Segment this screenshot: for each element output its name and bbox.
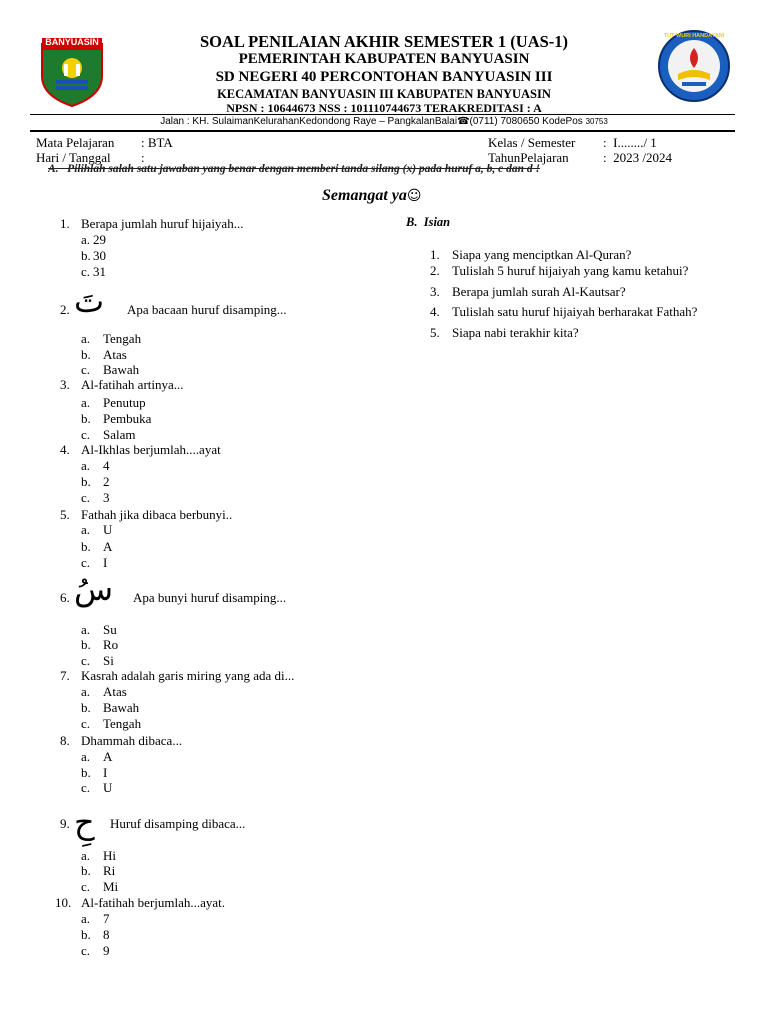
question-number: 3. <box>60 377 70 392</box>
question-text: Al-fatihah berjumlah...ayat. <box>81 895 226 910</box>
option-text: Atas <box>103 347 127 362</box>
essay-number: 4. <box>430 304 440 319</box>
option-text: Tengah <box>103 716 142 731</box>
question-text: Berapa jumlah huruf hijaiyah... <box>81 216 244 231</box>
question-number: 6. <box>60 590 70 605</box>
question-text: Al-fatihah artinya... <box>81 377 184 392</box>
option-text: Penutup <box>103 395 146 410</box>
option-letter: b. <box>81 765 91 780</box>
option-text: 2 <box>103 474 110 489</box>
option-text: A <box>103 539 113 554</box>
question-text: Huruf disamping dibaca... <box>110 816 246 831</box>
question-number: 10. <box>55 895 72 910</box>
essay-question: Siapa yang menciptkan Al-Quran? <box>452 247 632 262</box>
option-text: Bawah <box>103 362 140 377</box>
address-text: Jalan : KH. SulaimanKelurahanKedondong Raye – PangkalanBalai <box>160 116 458 127</box>
option-text: Si <box>103 653 114 668</box>
option-text: I <box>103 555 108 570</box>
question-number: 9. <box>60 816 70 831</box>
motto <box>322 187 422 205</box>
question-text: Apa bunyi huruf disamping... <box>133 590 287 605</box>
option-letter: b. <box>81 347 91 362</box>
subject-label: Mata Pelajaran <box>36 135 115 150</box>
option-text: A <box>103 749 113 764</box>
question-text: Apa bacaan huruf disamping... <box>127 302 287 317</box>
question-text: Fathah jika dibaca berbunyi.. <box>81 507 233 522</box>
header-district: KECAMATAN BANYUASIN III KABUPATEN BANYUASIN <box>217 87 551 101</box>
header-school: SD NEGERI 40 PERCONTOHAN BANYUASIN III <box>215 69 553 85</box>
option-text: Ri <box>103 863 116 878</box>
option-text: 8 <box>103 927 110 942</box>
essay-number: 2. <box>430 263 440 278</box>
header-address-line <box>0 116 768 127</box>
option-text: Su <box>103 622 117 637</box>
option-text: Salam <box>103 427 136 442</box>
option-text: 31 <box>93 264 106 279</box>
option-text: Pembuka <box>103 411 152 426</box>
option-letter: a. <box>81 458 91 473</box>
question-number: 2. <box>60 302 70 317</box>
question-number: 5. <box>60 507 70 522</box>
option-letter: a. <box>81 232 91 247</box>
section-b-title: B. Isian <box>406 215 451 229</box>
question-number: 7. <box>60 668 70 683</box>
option-letter: a. <box>81 622 91 637</box>
option-text: Bawah <box>103 700 140 715</box>
option-text: Hi <box>103 848 116 863</box>
option-letter: b. <box>81 863 91 878</box>
header-title: SOAL PENILAIAN AKHIR SEMESTER 1 (UAS-1) <box>199 32 569 51</box>
option-letter: c. <box>81 427 91 442</box>
option-text: U <box>103 522 113 537</box>
logo-left-text: BANYUASIN <box>45 37 99 47</box>
essay-number: 1. <box>430 247 440 262</box>
option-letter: a. <box>81 522 91 537</box>
essay-question: Tulislah 5 huruf hijaiyah yang kamu ketahui? <box>452 263 689 278</box>
option-letter: c. <box>81 490 91 505</box>
option-letter: b. <box>81 474 91 489</box>
option-letter: a. <box>81 749 91 764</box>
date-label: Hari / Tanggal <box>36 150 111 165</box>
telephone-icon: ☎ <box>457 116 470 127</box>
question-number: 4. <box>60 442 70 457</box>
motto-text: Semangat ya <box>322 187 407 204</box>
option-letter: a. <box>81 911 91 926</box>
option-letter: c. <box>81 780 91 795</box>
option-letter: c. <box>81 653 91 668</box>
option-text: I <box>103 765 108 780</box>
instruction-text: A. Pilihlah salah satu jawaban yang benar dengan memberi tanda silang (x) pada huruf a, b, c dan d ! <box>48 163 541 175</box>
option-text: 7 <box>103 911 110 926</box>
smiley-icon: ☺ <box>406 188 422 204</box>
question-text: Kasrah adalah garis miring yang ada di... <box>81 668 295 683</box>
date-value: : <box>141 150 145 165</box>
option-text: U <box>103 780 113 795</box>
option-letter: c. <box>81 716 91 731</box>
option-letter: b. <box>81 248 91 263</box>
postcode-text: 30753 <box>585 117 608 126</box>
option-text: Atas <box>103 684 127 699</box>
logo-right-text: TUT WURI HANDAYANI <box>663 33 725 39</box>
option-text: Tengah <box>103 331 142 346</box>
header-divider-bottom <box>30 130 735 132</box>
option-letter: b. <box>81 700 91 715</box>
subject-value: : BTA <box>141 135 173 150</box>
arabic-letter: حِ <box>74 803 95 841</box>
year-value: : 2023 /2024 <box>603 150 672 165</box>
header-government: PEMERINTAH KABUPATEN BANYUASIN <box>238 51 530 67</box>
class-value: : I......../ 1 <box>603 135 657 150</box>
option-letter: a. <box>81 395 91 410</box>
option-text: 4 <box>103 458 110 473</box>
option-letter: a. <box>81 684 91 699</box>
option-letter: c. <box>81 362 91 377</box>
option-letter: b. <box>81 539 91 554</box>
essay-number: 3. <box>430 284 440 299</box>
option-letter: c. <box>81 264 91 279</box>
option-text: Ro <box>103 637 119 652</box>
essay-question: Siapa nabi terakhir kita? <box>452 325 579 340</box>
option-text: Mi <box>103 879 119 894</box>
essay-question: Tulislah satu huruf hijaiyah berharakat Fathah? <box>452 304 698 319</box>
option-letter: c. <box>81 879 91 894</box>
option-text: 29 <box>93 232 106 247</box>
option-text: 9 <box>103 943 110 958</box>
arabic-letter: تَ <box>74 282 105 320</box>
option-text: 3 <box>103 490 110 505</box>
essay-number: 5. <box>430 325 440 340</box>
question-text: Dhammah dibaca... <box>81 733 183 748</box>
year-label: TahunPelajaran <box>488 150 569 165</box>
option-letter: b. <box>81 927 91 942</box>
header-divider-top <box>30 114 735 115</box>
option-letter: b. <box>81 411 91 426</box>
phone-text: (0711) 7080650 KodePos <box>469 116 583 127</box>
header-npsn: NPSN : 10644673 NSS : 101110744673 TERAKREDITASI : A <box>226 101 542 115</box>
option-letter: b. <box>81 637 91 652</box>
option-letter: a. <box>81 848 91 863</box>
option-letter: a. <box>81 331 91 346</box>
option-letter: c. <box>81 943 91 958</box>
essay-question: Berapa jumlah surah Al-Kautsar? <box>452 284 626 299</box>
question-number: 1. <box>60 216 70 231</box>
option-letter: c. <box>81 555 91 570</box>
question-text: Al-Ikhlas berjumlah....ayat <box>81 442 221 457</box>
class-label: Kelas / Semester <box>488 135 576 150</box>
option-text: 30 <box>93 248 106 263</box>
question-number: 8. <box>60 733 70 748</box>
arabic-letter: سُ <box>74 570 114 608</box>
